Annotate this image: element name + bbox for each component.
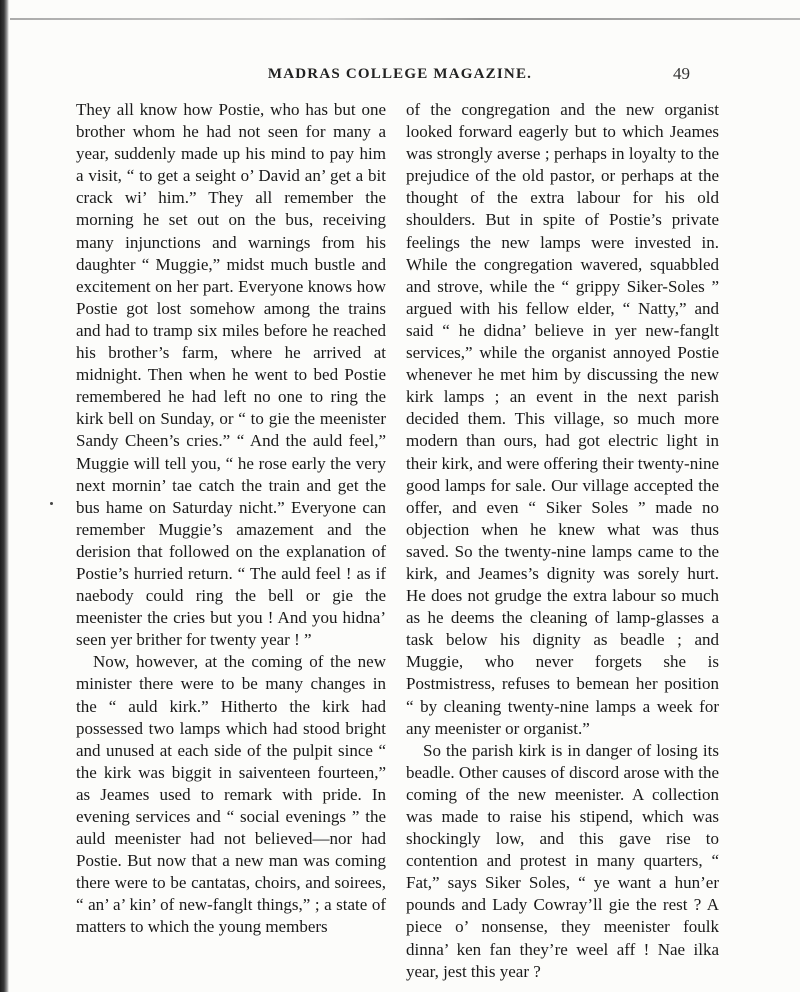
page-number: 49 [673, 64, 690, 83]
scan-edge-rule [10, 18, 800, 20]
binding-shadow [0, 0, 9, 992]
right-column [406, 99, 719, 983]
paragraph: Now, however, at the coming of the new minister there were to be many changes in the “ auld kirk.” Hitherto the kirk had possessed two lamps which had stood bright and unused at each side of the pulpit since “ the kirk was biggit in saiventeen fourteen,” as Jeames used to remark with pride. In evening services and “ social evenings ” the auld meenister had not believed—nor had Postie. But now that a new man was coming there were to be cantatas, choirs, and soirees, “ an’ a’ kin’ of new-fanglt things,” ; a state of matters to which the young members [76, 652, 386, 937]
paragraph: They all know how Postie, who has but one brother whom he had not seen for many a year, suddenly made up his mind to pay him a visit, “ to get a seight o’ David an’ get a bit crack wi’ him.” They all remember the morning he set out on the bus, receiving many injunctions and warnings from his daughter “ Muggie,” midst much bustle and excitement on her part. Everyone knows how Postie got lost somehow among the trains and had to tramp six miles before he reached his brother’s farm, where he arrived at midnight. Then when he went to bed Postie remembered he had left no one to ring the kirk bell on Sunday, or “ to gie the meenister Sandy Cheen’s cries.” “ And the auld feel,” Muggie will tell you, “ he rose early the very next mornin’ tae catch the train and get the bus hame on Saturday nicht.” Everyone can remember Muggie’s amazement and the derision that followed on the explanation of Postie’s hurried return. “ The auld feel ! as if naebody could ring the bell or gie the meenister the cries but you ! And you hidna’ seen yer brither for twenty year ! ” [76, 100, 386, 650]
left-column [76, 99, 386, 939]
paragraph: So the parish kirk is in danger of losing its beadle. Other causes of discord arose with the coming of the new meenister. A collection was made to raise his stipend, which was shockingly low, and this gave rise to contention and protest in many quarters, “ Fat,” says Siker Soles, “ ye want a hun’er pounds and Lady Cowray’ll gie the rest ? A piece o’ nonsense, they meenister foulk dinna’ ken fan they’re weel aff ! Nae ilka year, jest this year ? [406, 740, 719, 981]
paragraph: of the congregation and the new organist looked forward eagerly but to which Jeames was strongly averse ; perhaps in loyalty to the prejudice of the old pastor, or perhaps at the thought of the extra labour for his old shoulders. But in spite of Postie’s private feelings the new lamps were invested in. While the congregation wavered, squabbled and strove, while the “ grippy Siker-Soles ” argued with his fellow elder, “ Natty,” and said “ he didna’ believe in yer new-fanglt services,” while the organist annoyed Postie whenever he met him by discussing the new kirk lamps ; an event in the next parish decided them. This village, so much more modern than ours, had got electric light in their kirk, and were offering their twenty-nine good lamps for sale. Our village accepted the offer, and even “ Siker Soles ” made no objection when he knew what was thus saved. So the twenty-nine lamps came to the kirk, and Jeames’s dignity was sorely hurt. He does not grudge the extra labour so much as he deems the cleaning of lamp-glasses a task below his dignity as beadle ; and Muggie, who never forgets she is Postmistress, refuses to bemean her position “ by cleaning twenty-nine lamps a week for any meenister or organist.” [406, 100, 719, 738]
scan-speck [50, 502, 53, 505]
running-title: MADRAS COLLEGE MAGAZINE. [267, 66, 533, 82]
